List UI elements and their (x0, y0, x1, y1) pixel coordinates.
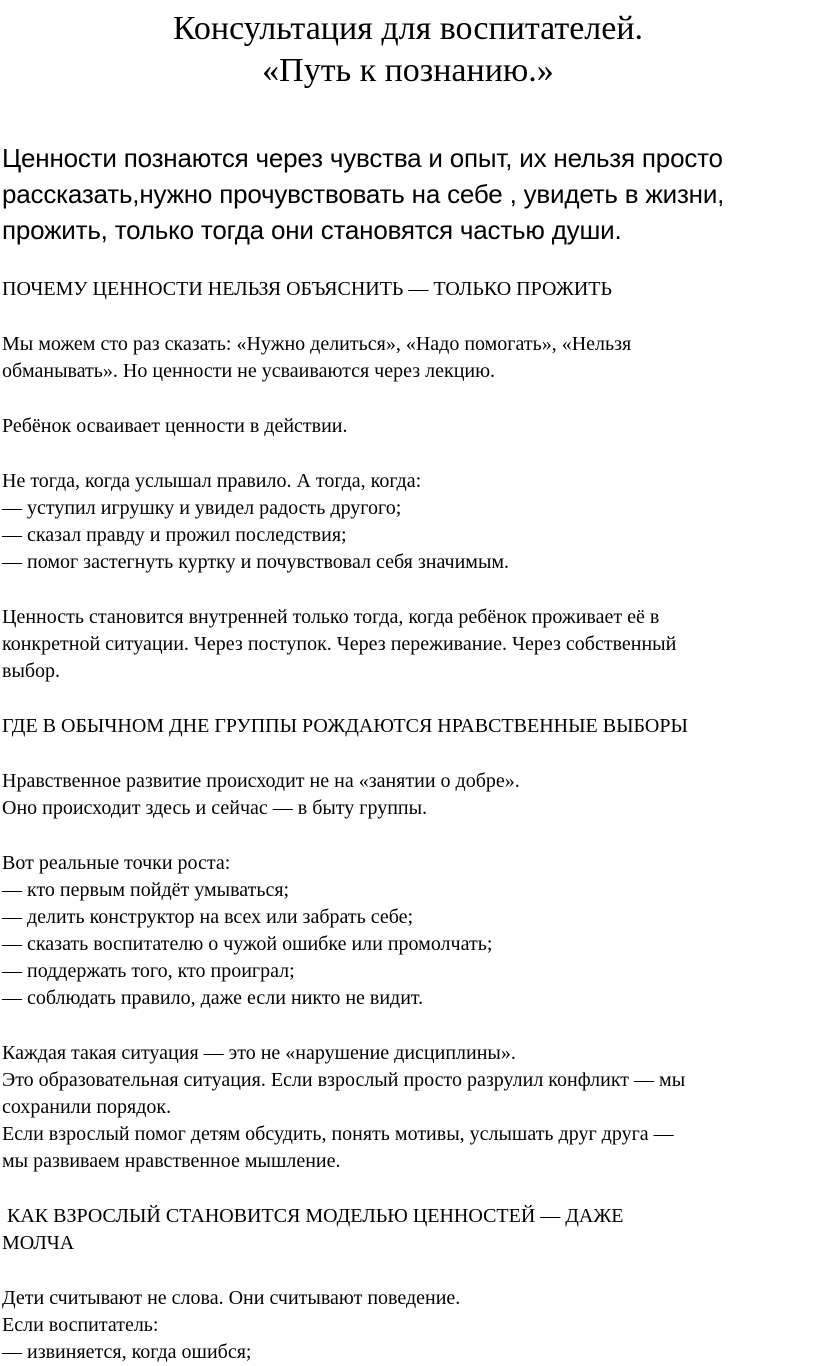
section-3-heading-line: КАК ВЗРОСЛЫЙ СТАНОВИТСЯ МОДЕЛЬЮ ЦЕННОСТЕЙ — ДАЖЕ (2, 1205, 624, 1227)
intro-paragraph (2, 140, 814, 248)
text-line: сохранили порядок. (2, 1096, 172, 1118)
list-item: — уступил игрушку и увидел радость другого; (2, 497, 402, 519)
text-line: Ценность становится внутренней только тогда, когда ребёнок проживает её в (2, 606, 660, 628)
section-3-heading-line: МОЛЧА (2, 1232, 75, 1254)
text-line: Дети считывают не слова. Они считывают поведение. (2, 1287, 461, 1309)
text-line: Каждая такая ситуация — это не «нарушение дисциплины». (2, 1042, 516, 1064)
section-3-heading (2, 1203, 814, 1257)
text-line: Ребёнок осваивает ценности в действии. (2, 415, 348, 437)
text-line: Это образовательная ситуация. Если взрослый просто разрулил конфликт — мы (2, 1069, 686, 1091)
section-2-paragraph-2 (2, 850, 814, 1012)
list-item: — сказать воспитателю о чужой ошибке или промолчать; (2, 933, 493, 955)
text-line: обманывать». Но ценности не усваиваются через лекцию. (2, 360, 496, 382)
text-line: конкретной ситуации. Через поступок. Через переживание. Через собственный (2, 633, 677, 655)
list-item: — извиняется, когда ошибся; (2, 1341, 252, 1363)
text-line: Оно происходит здесь и сейчас — в быту группы. (2, 797, 428, 819)
text-line: Если воспитатель: (2, 1314, 159, 1336)
intro-line: рассказать,нужно прочувствовать на себе , увидеть в жизни, (2, 179, 725, 209)
section-1-paragraph-3 (2, 468, 814, 576)
section-2-heading-text: ГДЕ В ОБЫЧНОМ ДНЕ ГРУППЫ РОЖДАЮТСЯ НРАВСТВЕННЫЕ ВЫБОРЫ (2, 715, 688, 737)
list-item: — сказал правду и прожил последствия; (2, 524, 347, 546)
section-1-heading (2, 276, 814, 303)
title-line-1: Консультация для воспитателей. (172, 10, 644, 47)
list-item: — соблюдать правило, даже если никто не видит. (2, 987, 424, 1009)
text-line: мы развиваем нравственное мышление. (2, 1150, 341, 1172)
document-title (2, 8, 814, 92)
title-line-2: «Путь к познанию.» (262, 52, 554, 89)
list-item: — кто первым пойдёт умываться; (2, 879, 290, 901)
text-line: Вот реальные точки роста: (2, 852, 231, 874)
text-line: Мы можем сто раз сказать: «Нужно делиться», «Надо помогать», «Нельзя (2, 333, 632, 355)
section-1-heading-text: ПОЧЕМУ ЦЕННОСТИ НЕЛЬЗЯ ОБЪЯСНИТЬ — ТОЛЬКО ПРОЖИТЬ (2, 278, 612, 300)
text-line: Если взрослый помог детям обсудить, понять мотивы, услышать друг друга — (2, 1123, 674, 1145)
section-1-paragraph-4 (2, 604, 814, 685)
section-1-paragraph-1 (2, 331, 814, 385)
intro-line: прожить, только тогда они становятся частью души. (2, 215, 622, 245)
list-item: — делить конструктор на всех или забрать себе; (2, 906, 414, 928)
section-2-heading (2, 713, 814, 740)
intro-line: Ценности познаются через чувства и опыт, их нельзя просто (2, 143, 723, 173)
text-line: Нравственное развитие происходит не на «занятии о добре». (2, 770, 520, 792)
section-2-paragraph-3 (2, 1040, 814, 1175)
list-item: — помог застегнуть куртку и почувствовал себя значимым. (2, 551, 510, 573)
section-1-paragraph-2 (2, 413, 814, 440)
section-3-paragraph-1 (2, 1285, 814, 1366)
list-item: — поддержать того, кто проиграл; (2, 960, 295, 982)
section-2-paragraph-1 (2, 768, 814, 822)
text-line: выбор. (2, 660, 61, 682)
text-line: Не тогда, когда услышал правило. А тогда, когда: (2, 470, 422, 492)
